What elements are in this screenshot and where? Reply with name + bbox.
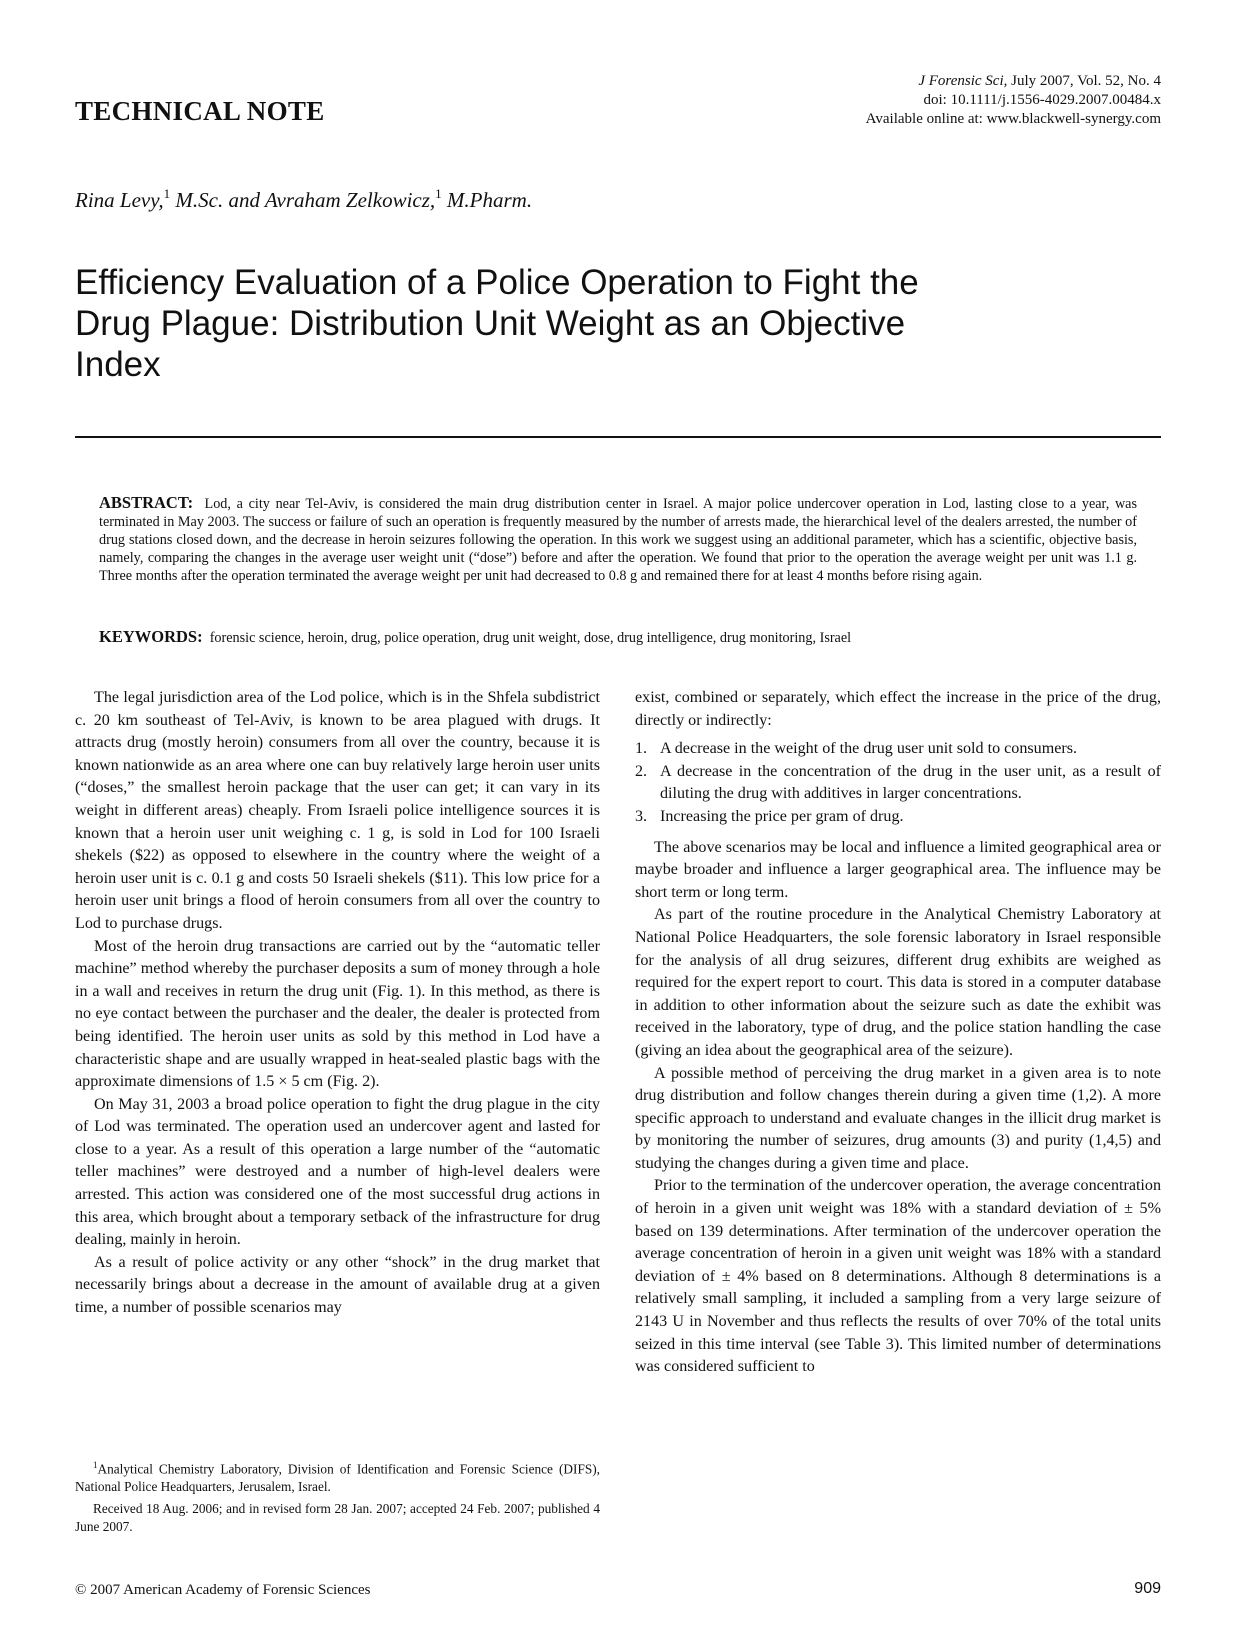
list-number: 2. [635,762,648,780]
body-paragraph: The legal jurisdiction area of the Lod police, which is in the Shfela subdistrict c. 20 km southeast of Tel-Aviv, is known to be area plagued with drugs. It attracts drug (mostly heroin) consumers from all over the country, because it is known nationwide as an area where one can buy relatively large heroin user units (“doses,” the smallest heroin package that the user can get; it can vary in its weight in different areas) cheaply. From Israeli police intelligence sources it is known that a heroin user unit weighing c. 1 g, is sold in Lod for 100 Israeli shekels ($22) as opposed to elsewhere in the country where the weight of a heroin user unit is c. 0.1 g and costs 50 Israeli shekels ($11). This low price for a heroin user unit brings a flood of heroin consumers from all over the country to Lod to purchase drugs. [75,689,600,932]
footnote-mark: 1 [93,1460,98,1470]
body-paragraph: Prior to the termination of the undercover operation, the average concentration of heroin in a given unit weight was 18% with a standard deviation of ± 5% based on 139 determinations. After termination of the undercover operation the average concentration of heroin in a given unit weight was 18% with a standard deviation of ± 4% based on 8 determinations. Although 8 determinations is a relatively small sampling, it included a sampling from a very large seizure of 2143 U in November and thus reflects the results of over 70% of the total units seized in this time interval (see Table 3). This limited number of determinations was considered sufficient to [635,1177,1161,1376]
list-number: 3. [635,807,648,825]
author-2-degree: M.Pharm. [446,188,533,212]
right-column [635,687,1161,1379]
online-availability: Available online at: www.blackwell-synergy.com [865,111,1161,127]
body-paragraph: The above scenarios may be local and influence a limited geographical area or maybe broader and influence a larger geographical area. The influence may be short term or long term. [635,838,1161,901]
left-column [75,687,600,1320]
section-label: TECHNICAL NOTE [75,96,325,126]
keywords-label: KEYWORDS: [99,627,203,646]
journal-citation [866,72,1161,129]
affiliation-footnote [75,1457,600,1495]
list-number: 1. [635,740,648,758]
keywords-text: forensic science, heroin, drug, police operation, drug unit weight, dose, drug intelligence, drug monitoring, Israel [209,630,852,646]
received-dates: Received 18 Aug. 2006; and in revised form 28 Jan. 2007; accepted 24 Feb. 2007; published 4 June 2007. [75,1501,600,1534]
author-line [75,188,532,213]
list-item [635,761,1161,806]
body-paragraph: exist, combined or separately, which effect the increase in the price of the drug, directly or indirectly: [635,689,1161,729]
abstract [99,494,1137,585]
author-1: Rina Levy, [75,188,164,212]
journal-issue: July 2007, Vol. 52, No. 4 [1011,73,1161,89]
footnote [75,1457,600,1540]
title-divider [75,436,1161,438]
body-paragraph: As a result of police activity or any other “shock” in the drug market that necessarily brings about a decrease in the amount of available drug at a given time, a number of possible scenarios may [75,1253,600,1317]
affiliation-mark: 1 [163,186,171,201]
journal-issue-line [866,72,1161,91]
scenario-list [635,738,1161,828]
abstract-text: Lod, a city near Tel-Aviv, is considered the main drug distribution center in Israel. A major police undercover operation in Lod, lasting close to a year, was terminated in May 2003. The success or failure of such an operation is frequently measured by the number of arrests made, the hierarchical level of the dealers arrested, the number of drug stations closed down, and the decrease in heroin seizures following the operation. In this work we suggest using an additional parameter, which has a scientific, objective basis, namely, comparing the changes in the average user weight unit (“dose”) before and after the operation. We found that prior to the operation the average weight per unit was 1.1 g. Three months after the operation terminated the average weight per unit had decreased to 0.8 g and remained there for at least 4 months before rising again. [99,496,1138,585]
list-text: A decrease in the weight of the drug user unit sold to consumers. [660,740,1077,758]
body-paragraph: A possible method of perceiving the drug market in a given area is to note drug distribution and follow changes therein during a given time (1,2). A more specific approach to understand and evaluate changes in the illicit drug market is by monitoring the number of seizures, drug amounts (3) and purity (1,4,5) and studying the changes during a given time and place. [635,1064,1161,1172]
keywords [99,627,1159,647]
list-item [635,806,1161,829]
page-number: 909 [1134,1580,1161,1597]
author-2: M.Sc. and Avraham Zelkowicz, [175,188,436,212]
affiliation-text: Analytical Chemistry Laboratory, Division of Identification and Forensic Science (DIFS), National Police Headquarters, Jerusalem, Israel. [75,1461,600,1494]
copyright: © 2007 American Academy of Forensic Sciences [75,1582,371,1598]
affiliation-mark: 1 [435,186,442,201]
paper-title: Efficiency Evaluation of a Police Operation to Fight the Drug Plague: Distribution Unit Weight as an Objective Index [75,263,919,384]
abstract-label: ABSTRACT: [99,493,194,512]
list-text: A decrease in the concentration of the drug in the user unit, as a result of diluting the drug with additives in larger concentrations. [660,762,1161,803]
list-item [635,738,1161,761]
doi: doi: 10.1111/j.1556-4029.2007.00484.x [923,92,1161,108]
body-paragraph: As part of the routine procedure in the Analytical Chemistry Laboratory at National Police Headquarters, the sole forensic laboratory in Israel responsible for the analysis of all drug seizures, different drug exhibits are weighed as required for the expert report to court. This data is stored in a computer database in addition to other information about the seizure such as date the exhibit was received in the laboratory, type of drug, and the police station handling the case (giving an idea about the geographical area of the seizure). [635,906,1161,1059]
body-paragraph: Most of the heroin drug transactions are carried out by the “automatic teller machine” method whereby the purchaser deposits a sum of money through a hole in a wall and receives in return the drug unit (Fig. 1). In this method, as there is no eye contact between the purchaser and the dealer, the dealer is protected from being identified. The heroin user units as sold by this method in Lod have a characteristic shape and are usually wrapped in heat-sealed plastic bags with the approximate dimensions of 1.5 × 5 cm (Fig. 2). [75,937,600,1091]
list-text: Increasing the price per gram of drug. [660,807,904,825]
journal-name: J Forensic Sci, [918,73,1008,89]
body-paragraph: On May 31, 2003 a broad police operation to fight the drug plague in the city of Lod was terminated. The operation used an undercover agent and lasted for close to a year. As a result of this operation a large number of the “automatic teller machines” were destroyed and a number of high-level dealers were arrested. This action was considered one of the most successful drug actions in this area, which brought about a temporary setback of the infrastructure for drug dealing, mainly in heroin. [75,1095,600,1249]
